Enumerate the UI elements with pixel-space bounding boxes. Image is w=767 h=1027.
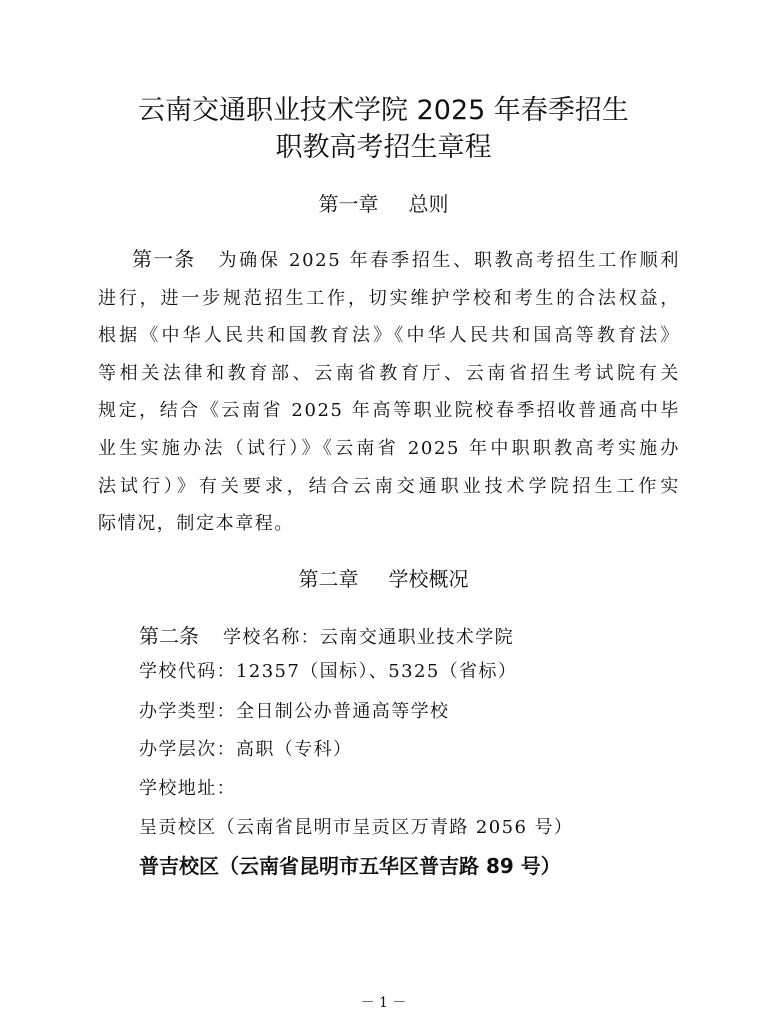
- campus-chenggong: 呈贡校区（云南省昆明市呈贡区万青路 2056 号）: [139, 817, 574, 838]
- article-1-line: [98, 241, 680, 280]
- chapter-2-heading: [0, 563, 767, 592]
- article-1-text: 为确保 2025 年春季招生、职教高考招生工作顺利: [217, 250, 680, 271]
- article-1-line: 等相关法律和教育部、云南省教育厅、云南省招生考试院有关: [98, 362, 680, 384]
- article-1-line: 规定，结合《云南省 2025 年高等职业院校春季招收普通高中毕: [98, 400, 680, 422]
- document-title-line2: 职教高考招生章程: [275, 132, 492, 163]
- article-1-line: 际情况，制定本章程。: [98, 513, 294, 535]
- article-1-line: 进行，进一步规范招生工作，切实维护学校和考生的合法权益，: [98, 287, 680, 309]
- article-1-line: 根据《中华人民共和国教育法》《中华人民共和国高等教育法》: [98, 325, 680, 347]
- chapter-2-label: 第二章: [298, 567, 359, 591]
- chapter-1-label: 第一章: [318, 192, 379, 216]
- article-1-paragraph: [98, 241, 680, 543]
- chapter-1-name: 总则: [408, 192, 449, 216]
- school-code: 学校代码：12357（国标）、5325（省标）: [139, 661, 518, 682]
- chapter-2-name: 学校概况: [388, 567, 469, 591]
- chapter-1-heading: [0, 188, 767, 217]
- campus-puji: 普吉校区（云南省昆明市五华区普吉路 89 号）: [139, 854, 561, 878]
- page-number: － 1 －: [360, 995, 407, 1011]
- school-level: 办学层次：高职（专科）: [139, 739, 353, 760]
- article-1-label: 第一条: [132, 247, 196, 271]
- school-type: 办学类型：全日制公办普通高等学校: [139, 701, 450, 722]
- article-1-line: 法试行）》有关要求，结合云南交通职业技术学院招生工作实: [98, 475, 680, 497]
- school-name: 学校名称：云南交通职业技术学院: [223, 627, 514, 648]
- article-1-line: 业生实施办法（试行）》《云南省 2025 年中职职教高考实施办: [98, 437, 680, 459]
- article-2-label: 第二条: [139, 624, 199, 648]
- document-title-line1: 云南交通职业技术学院 2025 年春季招生: [138, 95, 629, 126]
- school-address-label: 学校地址：: [139, 778, 236, 799]
- article-2-school-name-row: [139, 620, 514, 649]
